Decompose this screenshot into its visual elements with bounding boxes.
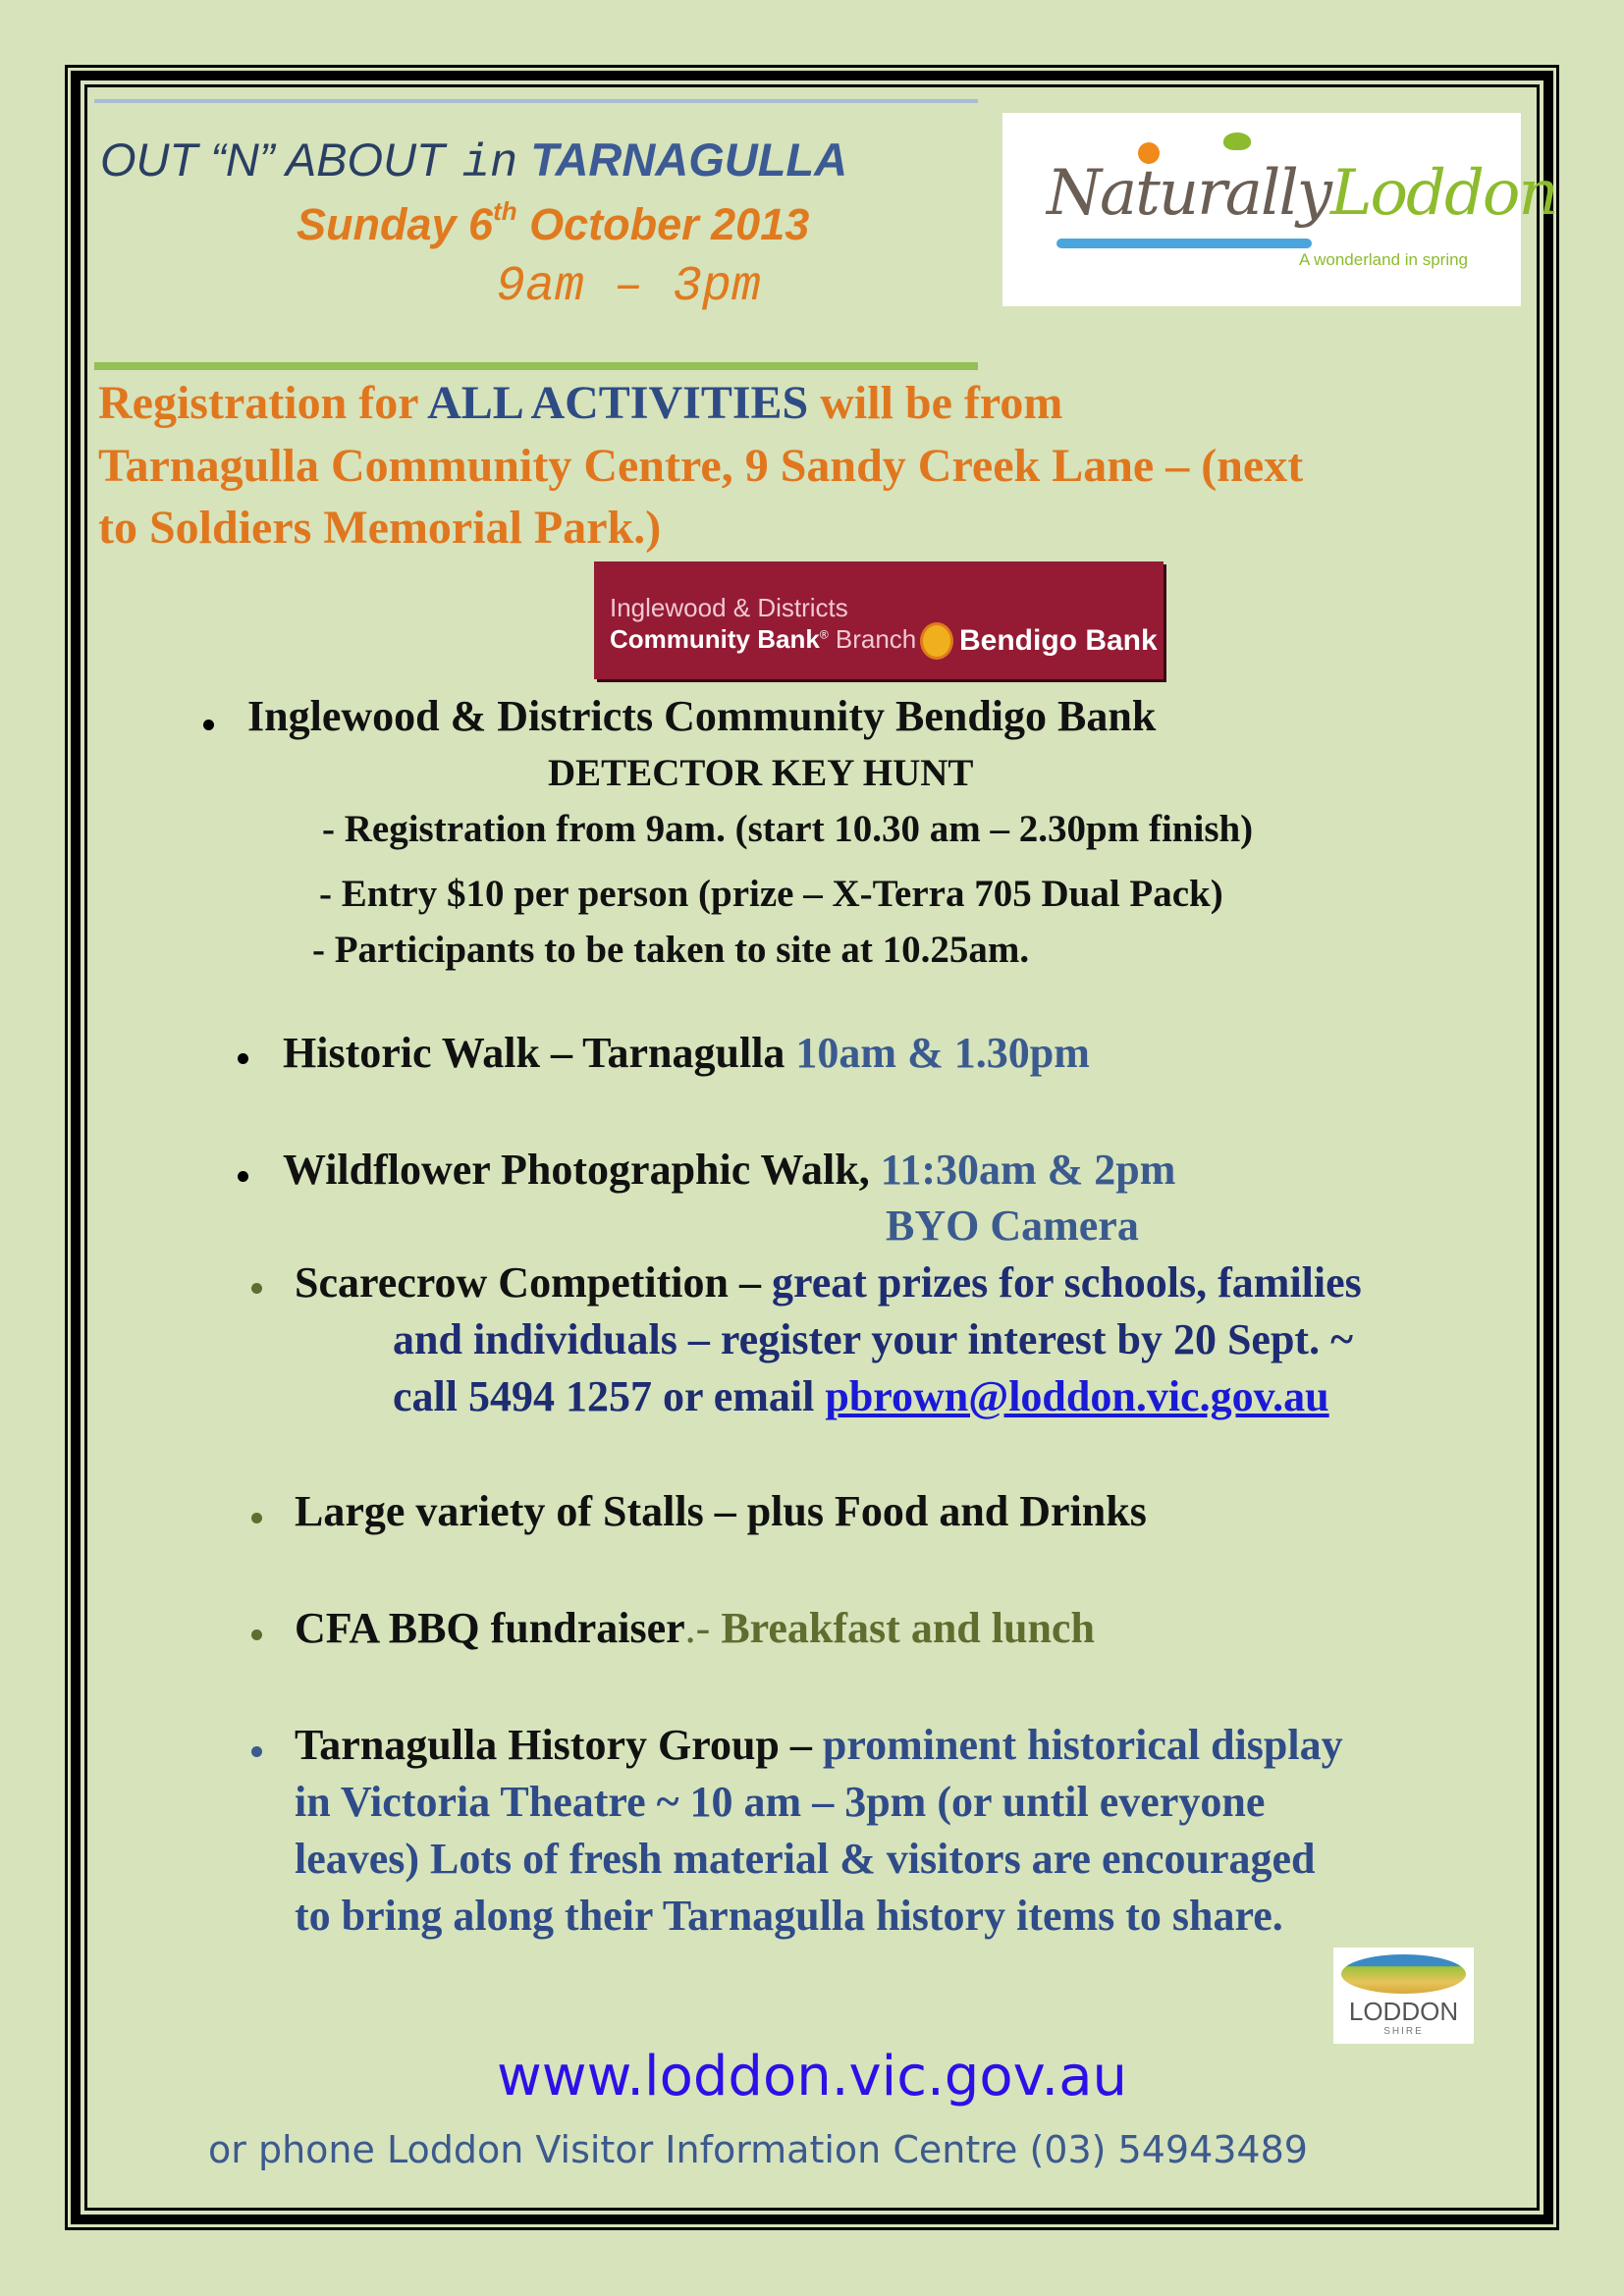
reg-text: will be from [808,377,1063,429]
logo-wordmark [1047,157,1557,230]
logo-tagline: A wonderland in spring [1299,250,1469,269]
wildflower-walk-title: Wildflower Photographic Walk, [283,1146,881,1194]
date-ordinal: th [493,196,517,226]
key-hunt-registration: - Registration from 9am. (start 10.30 am – 2.30pm finish) [322,808,1254,850]
history-group-line-2 [295,1777,1265,1827]
loddon-shire-sub: SHIRE [1383,2026,1424,2037]
cfa-bbq-separator: .- [684,1604,722,1652]
registration-line-1 [98,376,1062,430]
loddon-shire-name: LODDON [1348,1997,1459,2026]
website-link[interactable]: www.loddon.vic.gov.au [496,2045,1128,2109]
history-group-desc: leaves) Lots of fresh material & visitors are encouraged [295,1835,1316,1883]
event-date [297,196,809,250]
cfa-bbq-title: CFA BBQ fundraiser [295,1604,685,1652]
bank-branch-name: Inglewood & Districts [610,593,848,622]
logo-word-loddon: Loddon [1329,157,1557,230]
history-group-desc: prominent historical display [822,1721,1343,1769]
bank-branch-type [610,624,916,655]
bullet-icon [251,1629,262,1640]
byo-camera: BYO Camera [886,1201,1139,1250]
historic-walk [283,1028,1090,1078]
loddon-shire-logo [1333,1948,1474,2044]
website-link-row [0,2045,1624,2109]
event-title [100,133,847,190]
key-hunt-entry: - Entry $10 per person (prize – X-Terra 705 Dual Pack) [319,873,1223,915]
bank-community: Community Bank [610,624,820,654]
bullet-icon [238,1171,248,1182]
scarecrow-email-link[interactable]: pbrown@loddon.vic.gov.au [825,1372,1329,1420]
registration-line-3: to Soldiers Memorial Park.) [98,502,662,554]
title-town: TARNAGULLA [530,133,848,186]
bank-brand: Bendigo Bank [959,624,1158,657]
bullet-icon [251,1283,262,1294]
stalls-item: Large variety of Stalls – plus Food and Drinks [295,1487,1147,1535]
date-suffix: October 2013 [516,199,810,249]
bird-icon [1223,133,1251,150]
history-group-desc: in Victoria Theatre ~ 10 am – 3pm (or until everyone [295,1778,1266,1826]
reg-highlight: ALL ACTIVITIES [427,377,809,429]
registration-line-2: Tarnagulla Community Centre, 9 Sandy Creek Lane – (next [98,440,1304,492]
bullet-icon [238,1053,248,1064]
header-rule-top [94,99,978,103]
historic-walk-title: Historic Walk – Tarnagulla [283,1029,796,1077]
cfa-bbq-desc: Breakfast and lunch [721,1604,1095,1652]
historic-walk-times: 10am & 1.30pm [795,1029,1090,1077]
river-wave-icon [1056,239,1312,248]
date-prefix: Sunday 6 [297,199,494,249]
bullet-icon [203,720,214,730]
logo-word-naturally: Naturally [1047,157,1330,230]
reg-text: Registration for [98,377,428,429]
title-in: in [461,138,518,190]
scarecrow-line-2 [393,1314,1353,1364]
title-main: OUT “N” ABOUT [100,133,445,186]
history-group-line-1 [295,1720,1343,1770]
event-time: 9am – 3pm [496,259,762,315]
bendigo-bank-logo [594,561,1164,679]
cfa-bbq-item [295,1603,1095,1653]
history-group-title: Tarnagulla History Group – [295,1721,823,1769]
scarecrow-line-3 [393,1371,1329,1421]
scarecrow-contact: call 5494 1257 or email [393,1372,826,1420]
landscape-icon [1341,1954,1466,1994]
wildflower-note [886,1201,1139,1251]
history-group-desc: to bring along their Tarnagulla history items to share. [295,1892,1283,1940]
scarecrow-desc: and individuals – register your interest by 20 Sept. ~ [393,1315,1353,1363]
bank-branch-word: Branch [828,624,917,654]
key-hunt-title: Inglewood & Districts Community Bendigo Bank [247,692,1157,740]
header-rule-bottom [94,362,978,370]
scarecrow-line-1 [295,1257,1362,1308]
bendigo-coin-icon [920,622,953,660]
bullet-icon [251,1746,262,1757]
scarecrow-title: Scarecrow Competition – [295,1258,772,1307]
key-hunt-participants: - Participants to be taken to site at 10.25am. [312,929,1030,971]
bullet-icon [251,1513,262,1523]
visitor-centre-phone: or phone Loddon Visitor Information Centre (03) 54943489 [208,2128,1308,2171]
wildflower-walk [283,1145,1175,1195]
scarecrow-desc: great prizes for schools, families [771,1258,1362,1307]
history-group-line-4 [295,1891,1283,1941]
wildflower-walk-times: 11:30am & 2pm [880,1146,1176,1194]
key-hunt-subtitle: DETECTOR KEY HUNT [548,752,974,794]
registered-mark: ® [819,627,829,642]
history-group-line-3 [295,1834,1315,1884]
naturally-loddon-logo [1002,113,1557,306]
